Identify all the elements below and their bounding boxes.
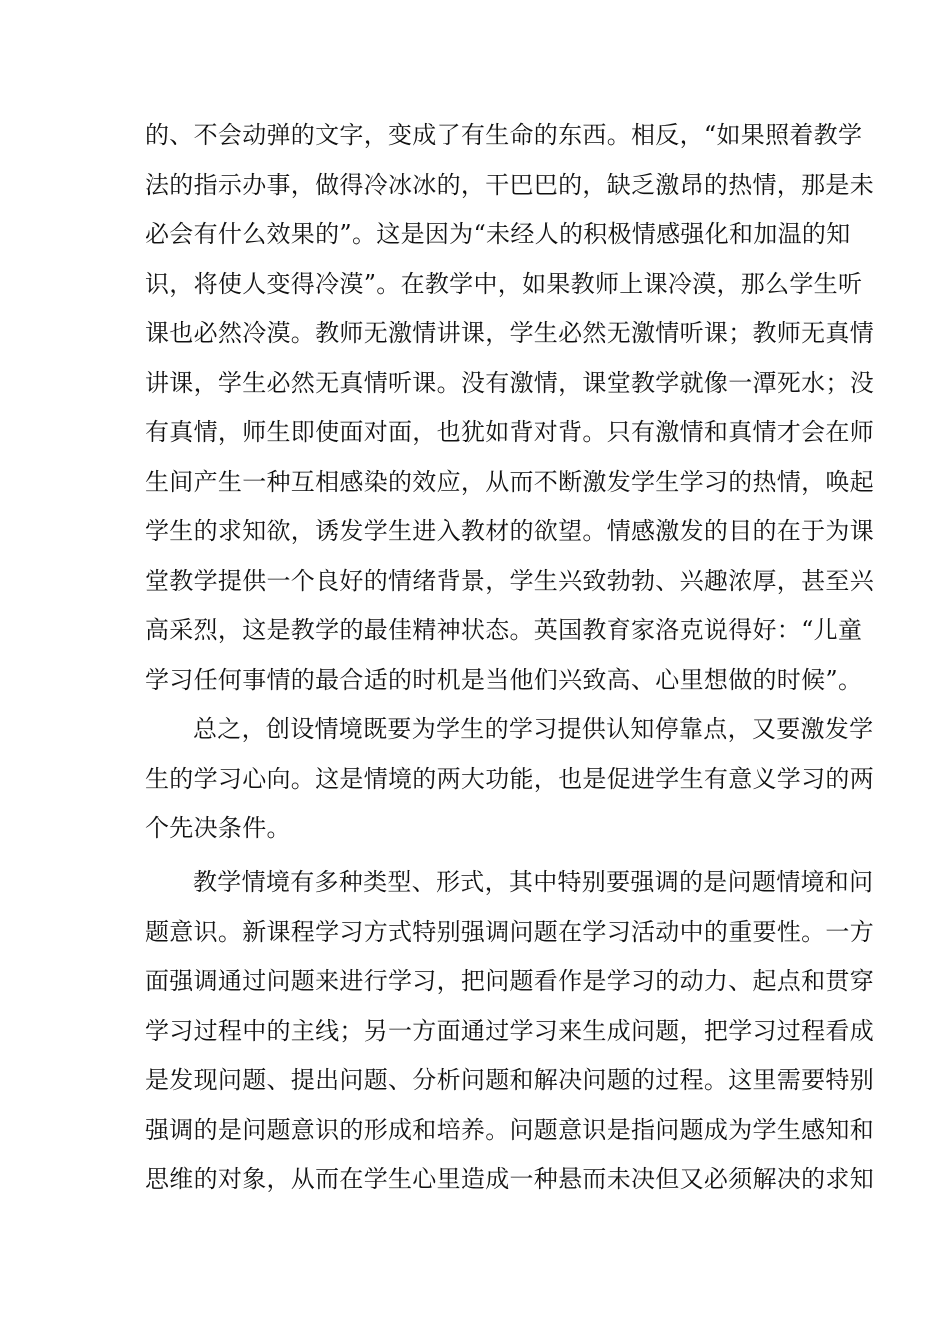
- text-line: 课也必然冷漠。教师无激情讲课，学生必然无激情听课；教师无真情: [145, 319, 874, 347]
- text-line: 法的指示办事，做得冷冰冰的，干巴巴的，缺乏激昂的热情，那是未: [145, 170, 874, 199]
- text-line: 面强调通过问题来进行学习，把问题看作是学习的动力、起点和贯穿: [145, 967, 874, 995]
- paragraph-2: [145, 705, 874, 854]
- text-line: 识，将使人变得冷漠”。在教学中，如果教师上课冷漠，那么学生听: [145, 269, 863, 298]
- text-line: 教学情境有多种类型、形式，其中特别要强调的是问题情境和问: [193, 868, 874, 896]
- text-line: 讲课，学生必然无真情听课。没有激情，课堂教学就像一潭死水；没: [145, 368, 874, 397]
- text-line: 堂教学提供一个良好的情绪背景，学生兴致勃勃、兴趣浓厚，甚至兴: [145, 566, 874, 595]
- paragraph-3: [145, 858, 874, 1205]
- text-line: 生间产生一种互相感染的效应，从而不断激发学生学习的热情，唤起: [145, 467, 874, 496]
- text-line: 必会有什么效果的”。这是因为“未经人的积极情感强化和加温的知: [145, 220, 851, 248]
- text-line: 学生的求知欲，诱发学生进入教材的欲望。情感激发的目的在于为课: [145, 517, 874, 545]
- text-line: 生的学习心向。这是情境的两大功能，也是促进学生有意义学习的两: [145, 764, 874, 793]
- text-line: 学习任何事情的最合适的时机是当他们兴致高、心里想做的时候”。: [145, 665, 863, 694]
- text-line: 有真情，师生即使面对面，也犹如背对背。只有激情和真情才会在师: [145, 418, 874, 446]
- text-line: 题意识。新课程学习方式特别强调问题在学习活动中的重要性。一方: [145, 917, 874, 946]
- text-line: 高采烈，这是教学的最佳精神状态。英国教育家洛克说得好：“儿童: [145, 616, 863, 644]
- text-line: 的、不会动弹的文字，变成了有生命的东西。相反，“如果照着教学: [145, 121, 863, 149]
- text-line: 个先决条件。: [145, 814, 291, 842]
- text-line: 学习过程中的主线；另一方面通过学习来生成问题，把学习过程看成: [145, 1016, 874, 1045]
- paragraph-1: [145, 111, 874, 705]
- text-line: 思维的对象，从而在学生心里造成一种悬而未决但又必须解决的求知: [145, 1165, 874, 1193]
- text-line: 强调的是问题意识的形成和培养。问题意识是指问题成为学生感知和: [145, 1115, 874, 1144]
- text-line: 是发现问题、提出问题、分析问题和解决问题的过程。这里需要特别: [145, 1066, 874, 1094]
- text-line: 总之，创设情境既要为学生的学习提供认知停靠点，又要激发学: [193, 715, 874, 743]
